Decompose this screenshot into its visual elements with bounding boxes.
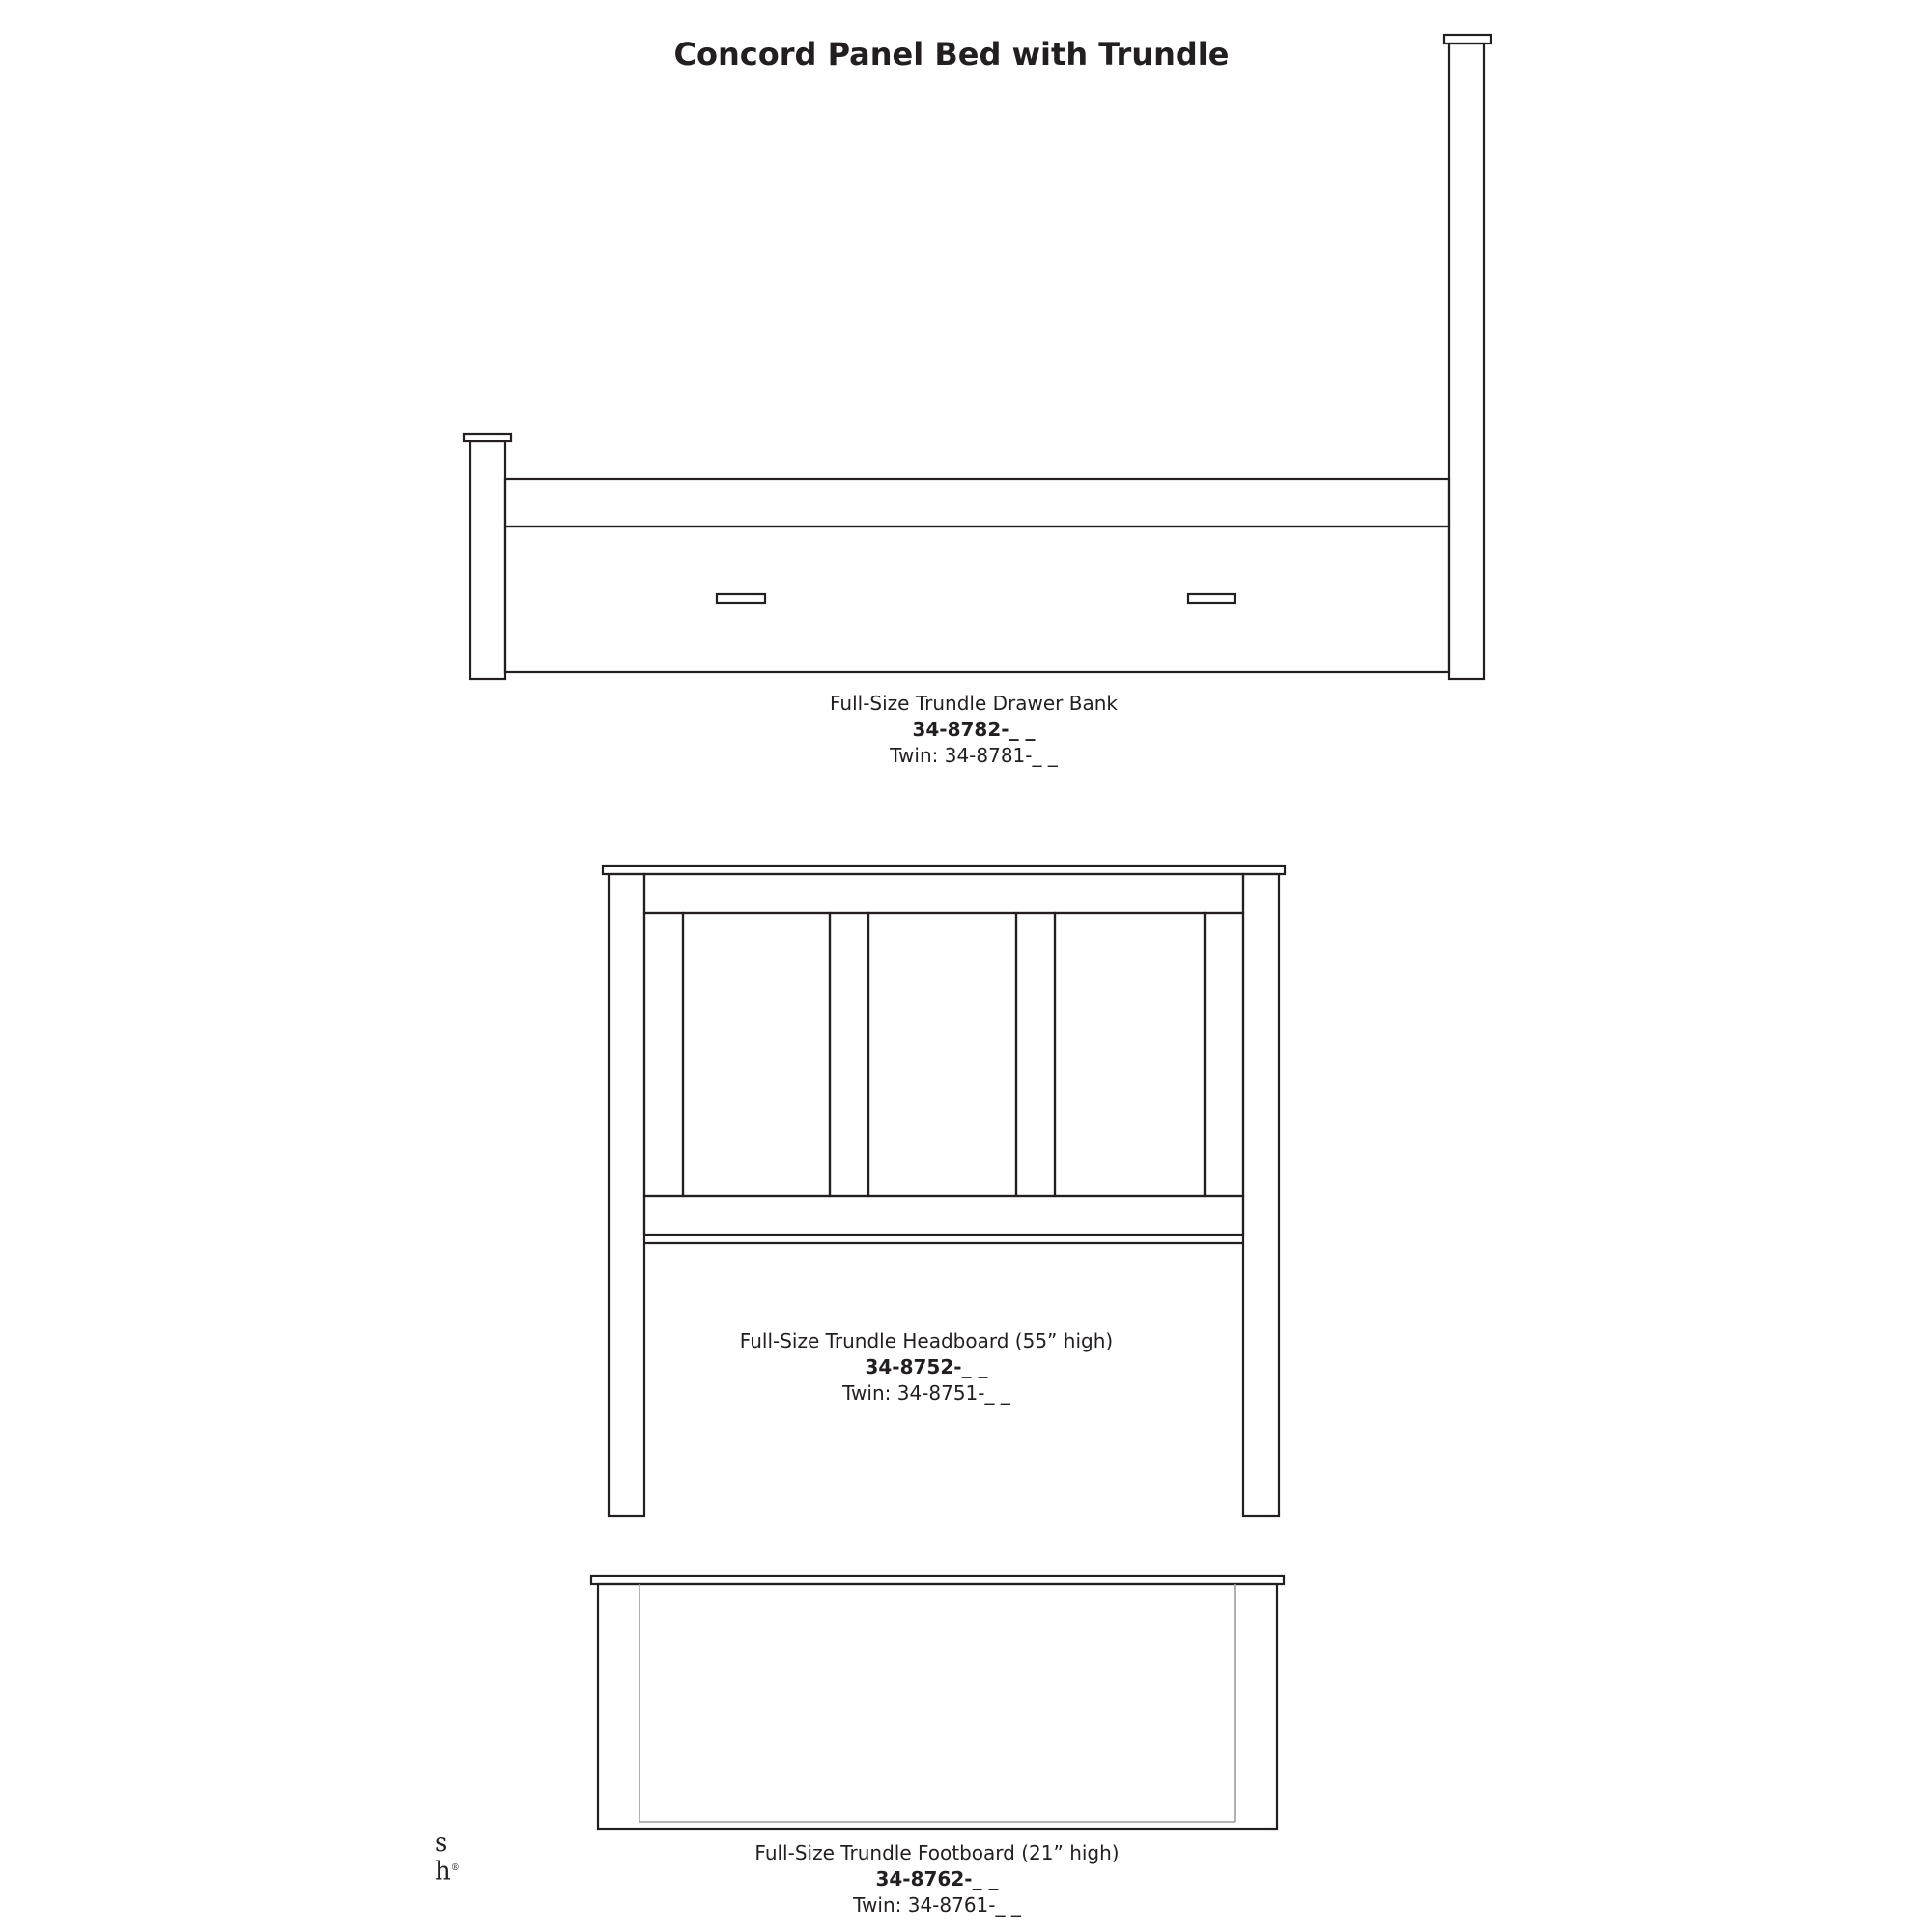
headboard-panel-2	[868, 913, 1016, 1196]
headboard-left-post	[609, 874, 644, 1516]
footboard-drawing	[591, 1576, 1284, 1829]
drawer-bank-short-post	[470, 441, 505, 679]
headboard-right-post	[1243, 874, 1279, 1516]
headboard-bottom-rail	[644, 1196, 1243, 1235]
logo-bottom-letter: h	[435, 1857, 451, 1887]
footboard-caption	[696, 1840, 1179, 1918]
drawer-pull-left	[717, 594, 765, 603]
headboard-panel-3	[1055, 913, 1205, 1196]
drawer-bank-short-post-cap	[464, 434, 511, 441]
drawer-bank-name: Full-Size Trundle Drawer Bank	[830, 692, 1118, 715]
headboard-panel-1	[683, 913, 830, 1196]
footboard-twin: Twin: 34-8761-_ _	[853, 1893, 1021, 1917]
drawer-bank-tall-post-cap	[1444, 35, 1491, 43]
footboard-top-cap	[591, 1576, 1284, 1584]
headboard-twin: Twin: 34-8751-_ _	[842, 1381, 1010, 1405]
headboard-drawing	[603, 866, 1285, 1516]
headboard-stile-1	[644, 913, 683, 1196]
brand-logo	[435, 1831, 460, 1885]
footboard-number: 34-8762-_ _	[875, 1867, 999, 1890]
footboard-name: Full-Size Trundle Footboard (21” high)	[754, 1841, 1120, 1864]
drawer-bank-drawer	[505, 526, 1449, 672]
drawer-bank-drawing	[464, 35, 1491, 679]
headboard-stile-3	[1016, 913, 1055, 1196]
drawer-bank-caption	[781, 691, 1167, 769]
footboard-body	[598, 1584, 1277, 1829]
drawer-bank-rail	[505, 479, 1449, 526]
drawer-bank-tall-post	[1449, 43, 1484, 679]
headboard-stile-4	[1205, 913, 1243, 1196]
headboard-stile-2	[830, 913, 868, 1196]
headboard-number: 34-8752-_ _	[865, 1355, 988, 1378]
drawer-bank-twin: Twin: 34-8781-_ _	[890, 744, 1058, 767]
headboard-caption	[685, 1328, 1168, 1406]
drawer-pull-right	[1188, 594, 1235, 603]
headboard-top-rail	[644, 874, 1243, 913]
registered-mark: ®	[450, 1863, 460, 1873]
headboard-top-cap	[603, 866, 1285, 874]
page-title: Concord Panel Bed with Trundle	[673, 36, 1230, 72]
headboard-name: Full-Size Trundle Headboard (55” high)	[739, 1329, 1114, 1352]
logo-top-letter: s	[435, 1829, 448, 1858]
drawer-bank-number: 34-8782-_ _	[912, 718, 1036, 741]
